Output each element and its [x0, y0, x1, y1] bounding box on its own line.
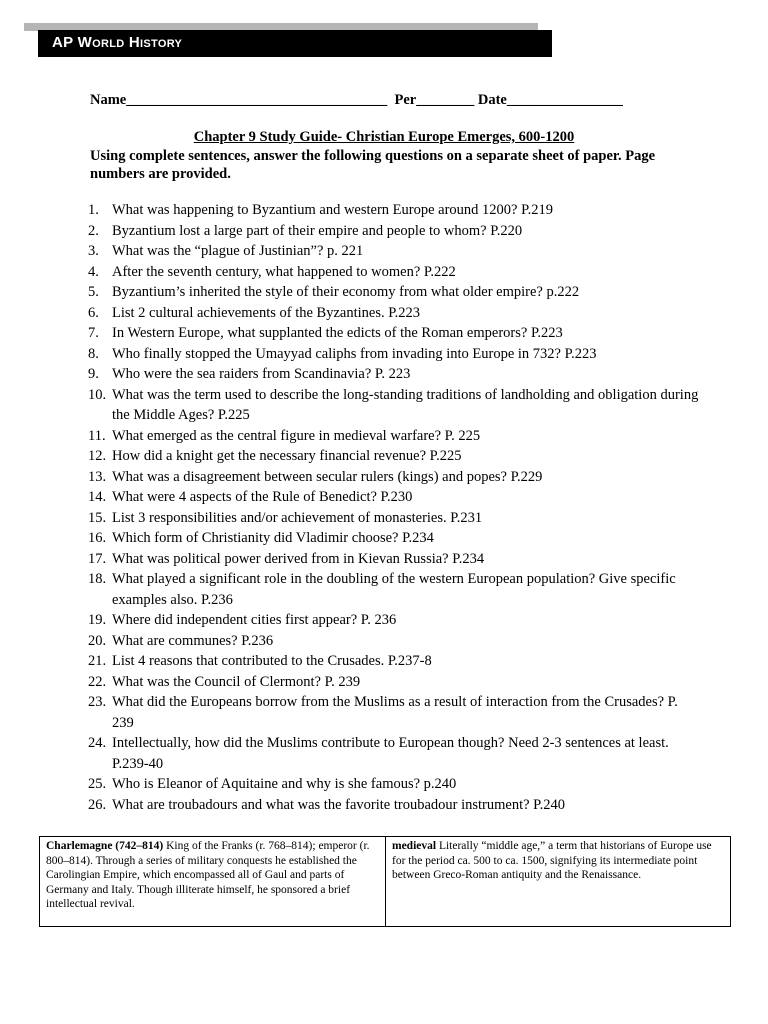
question-text: In Western Europe, what supplanted the edicts of the Roman emperors? P.223	[112, 325, 563, 341]
glossary-term: medieval	[392, 840, 437, 852]
glossary-definition: King of the Franks (r. 768–814); emperor (r. 800–814). Through a series of military conquests he established the Carolingian Empire, which encompassed all of Gaul and parts of Germany and Italy. Though illiterate himself, he sponsored a brief intellectual revival.	[46, 840, 370, 911]
question-number: 5.	[88, 284, 99, 300]
question-text: Byzantium lost a large part of their empire and people to whom? P.220	[112, 222, 523, 239]
question-item	[90, 672, 700, 693]
course-title: AP World History	[52, 34, 183, 51]
glossary-table	[39, 836, 731, 927]
question-number: 14.	[88, 489, 107, 505]
question-text: How did a knight get the necessary financial revenue? P.225	[112, 448, 462, 464]
question-item	[90, 508, 700, 529]
period-label: Per	[394, 92, 417, 108]
question-item	[90, 487, 700, 508]
name-label: Name	[90, 92, 127, 108]
question-text: What played a significant role in the doubling of the western European population? Give specific examples also. P.236	[112, 571, 676, 608]
question-text: What was happening to Byzantium and western Europe around 1200? P.219	[112, 202, 553, 218]
question-number: 26.	[88, 796, 107, 813]
glossary-cell	[40, 837, 385, 926]
question-item	[90, 651, 700, 672]
question-text: After the seventh century, what happened to women? P.222	[112, 263, 456, 280]
question-number: 12.	[88, 448, 107, 464]
question-text: What was the “plague of Justinian”? p. 221	[112, 243, 364, 259]
question-text: What emerged as the central figure in medieval warfare? P. 225	[112, 427, 481, 444]
question-text: Who finally stopped the Umayyad caliphs from invading into Europe in 732? P.223	[112, 345, 597, 362]
question-item	[90, 364, 700, 385]
instructions: Using complete sentences, answer the following questions on a separate sheet of paper. Page numbers are provided.	[90, 148, 656, 182]
question-item	[90, 385, 700, 426]
name-blank[interactable]: ____________________________________	[126, 92, 388, 108]
course-banner	[38, 30, 552, 57]
question-number: 11.	[88, 427, 106, 444]
date-label: Date	[477, 92, 507, 108]
question-item	[90, 631, 700, 652]
question-item	[90, 733, 700, 774]
question-number: 23.	[88, 694, 107, 710]
question-number: 10.	[88, 386, 107, 403]
question-number: 20.	[88, 632, 107, 649]
question-text: What are troubadours and what was the favorite troubadour instrument? P.240	[112, 796, 565, 813]
question-item	[90, 446, 700, 467]
question-number: 13.	[88, 468, 107, 485]
question-number: 1.	[88, 202, 99, 218]
question-item	[90, 200, 700, 221]
question-number: 2.	[88, 222, 99, 239]
question-text: List 3 responsibilities and/or achievement of monasteries. P.231	[112, 509, 483, 526]
question-number: 7.	[88, 325, 99, 341]
question-item	[90, 569, 700, 610]
question-number: 15.	[88, 509, 107, 526]
question-number: 19.	[88, 612, 107, 628]
student-info-line	[90, 92, 623, 109]
question-text: What are communes? P.236	[112, 632, 274, 649]
question-number: 25.	[88, 776, 107, 792]
question-text: Who is Eleanor of Aquitaine and why is she famous? p.240	[112, 776, 457, 792]
question-number: 8.	[88, 345, 99, 362]
question-text: What were 4 aspects of the Rule of Benedict? P.230	[112, 489, 413, 505]
question-text: List 2 cultural achievements of the Byzantines. P.223	[112, 304, 421, 321]
question-item	[90, 549, 700, 570]
question-text: What was a disagreement between secular rulers (kings) and popes? P.229	[112, 468, 543, 485]
question-item	[90, 774, 700, 795]
question-item	[90, 610, 700, 631]
question-item	[90, 692, 700, 733]
question-item	[90, 344, 700, 365]
question-number: 6.	[88, 304, 99, 321]
question-item	[90, 467, 700, 488]
question-text: What did the Europeans borrow from the Muslims as a result of interaction from the Crusades? P. 239	[112, 694, 678, 731]
glossary-cell	[385, 837, 730, 926]
question-item	[90, 426, 700, 447]
question-item	[90, 241, 700, 262]
question-item	[90, 282, 700, 303]
glossary-term: Charlemagne (742–814)	[46, 840, 164, 852]
question-number: 21.	[88, 653, 107, 669]
question-list	[90, 200, 700, 815]
question-item	[90, 221, 700, 242]
study-guide-heading: Chapter 9 Study Guide- Christian Europe Emerges, 600-1200	[193, 129, 575, 145]
question-number: 3.	[88, 243, 99, 259]
question-number: 9.	[88, 366, 99, 382]
question-number: 4.	[88, 263, 99, 280]
question-text: What was political power derived from in Kievan Russia? P.234	[112, 550, 485, 567]
period-blank[interactable]: ________	[416, 92, 475, 108]
question-number: 22.	[88, 673, 107, 690]
question-number: 16.	[88, 530, 107, 546]
question-item	[90, 795, 700, 816]
question-item	[90, 262, 700, 283]
date-blank[interactable]: ________________	[506, 92, 623, 108]
question-text: Where did independent cities first appear? P. 236	[112, 612, 397, 628]
question-text: Byzantium’s inherited the style of their economy from what older empire? p.222	[112, 284, 580, 300]
question-text: Which form of Christianity did Vladimir choose? P.234	[112, 530, 434, 546]
question-item	[90, 303, 700, 324]
question-number: 17.	[88, 550, 107, 567]
question-text: What was the Council of Clermont? P. 239	[112, 673, 361, 690]
question-text: What was the term used to describe the long-standing traditions of landholding and obligation during the Middle Ages? P.225	[112, 386, 699, 423]
question-number: 18.	[88, 571, 107, 587]
question-text: Who were the sea raiders from Scandinavia? P. 223	[112, 366, 411, 382]
question-text: Intellectually, how did the Muslims contribute to European though? Need 2-3 sentences at least. P.239-40	[112, 735, 669, 772]
question-number: 24.	[88, 735, 107, 751]
glossary-definition: Literally “middle age,” a term that historians of Europe use for the period ca. 500 to ca. 1500, signifying its intermediate point between Greco-Roman antiquity and the Renaissance.	[392, 840, 712, 882]
question-item	[90, 528, 700, 549]
question-text: List 4 reasons that contributed to the Crusades. P.237-8	[112, 653, 432, 669]
question-item	[90, 323, 700, 344]
